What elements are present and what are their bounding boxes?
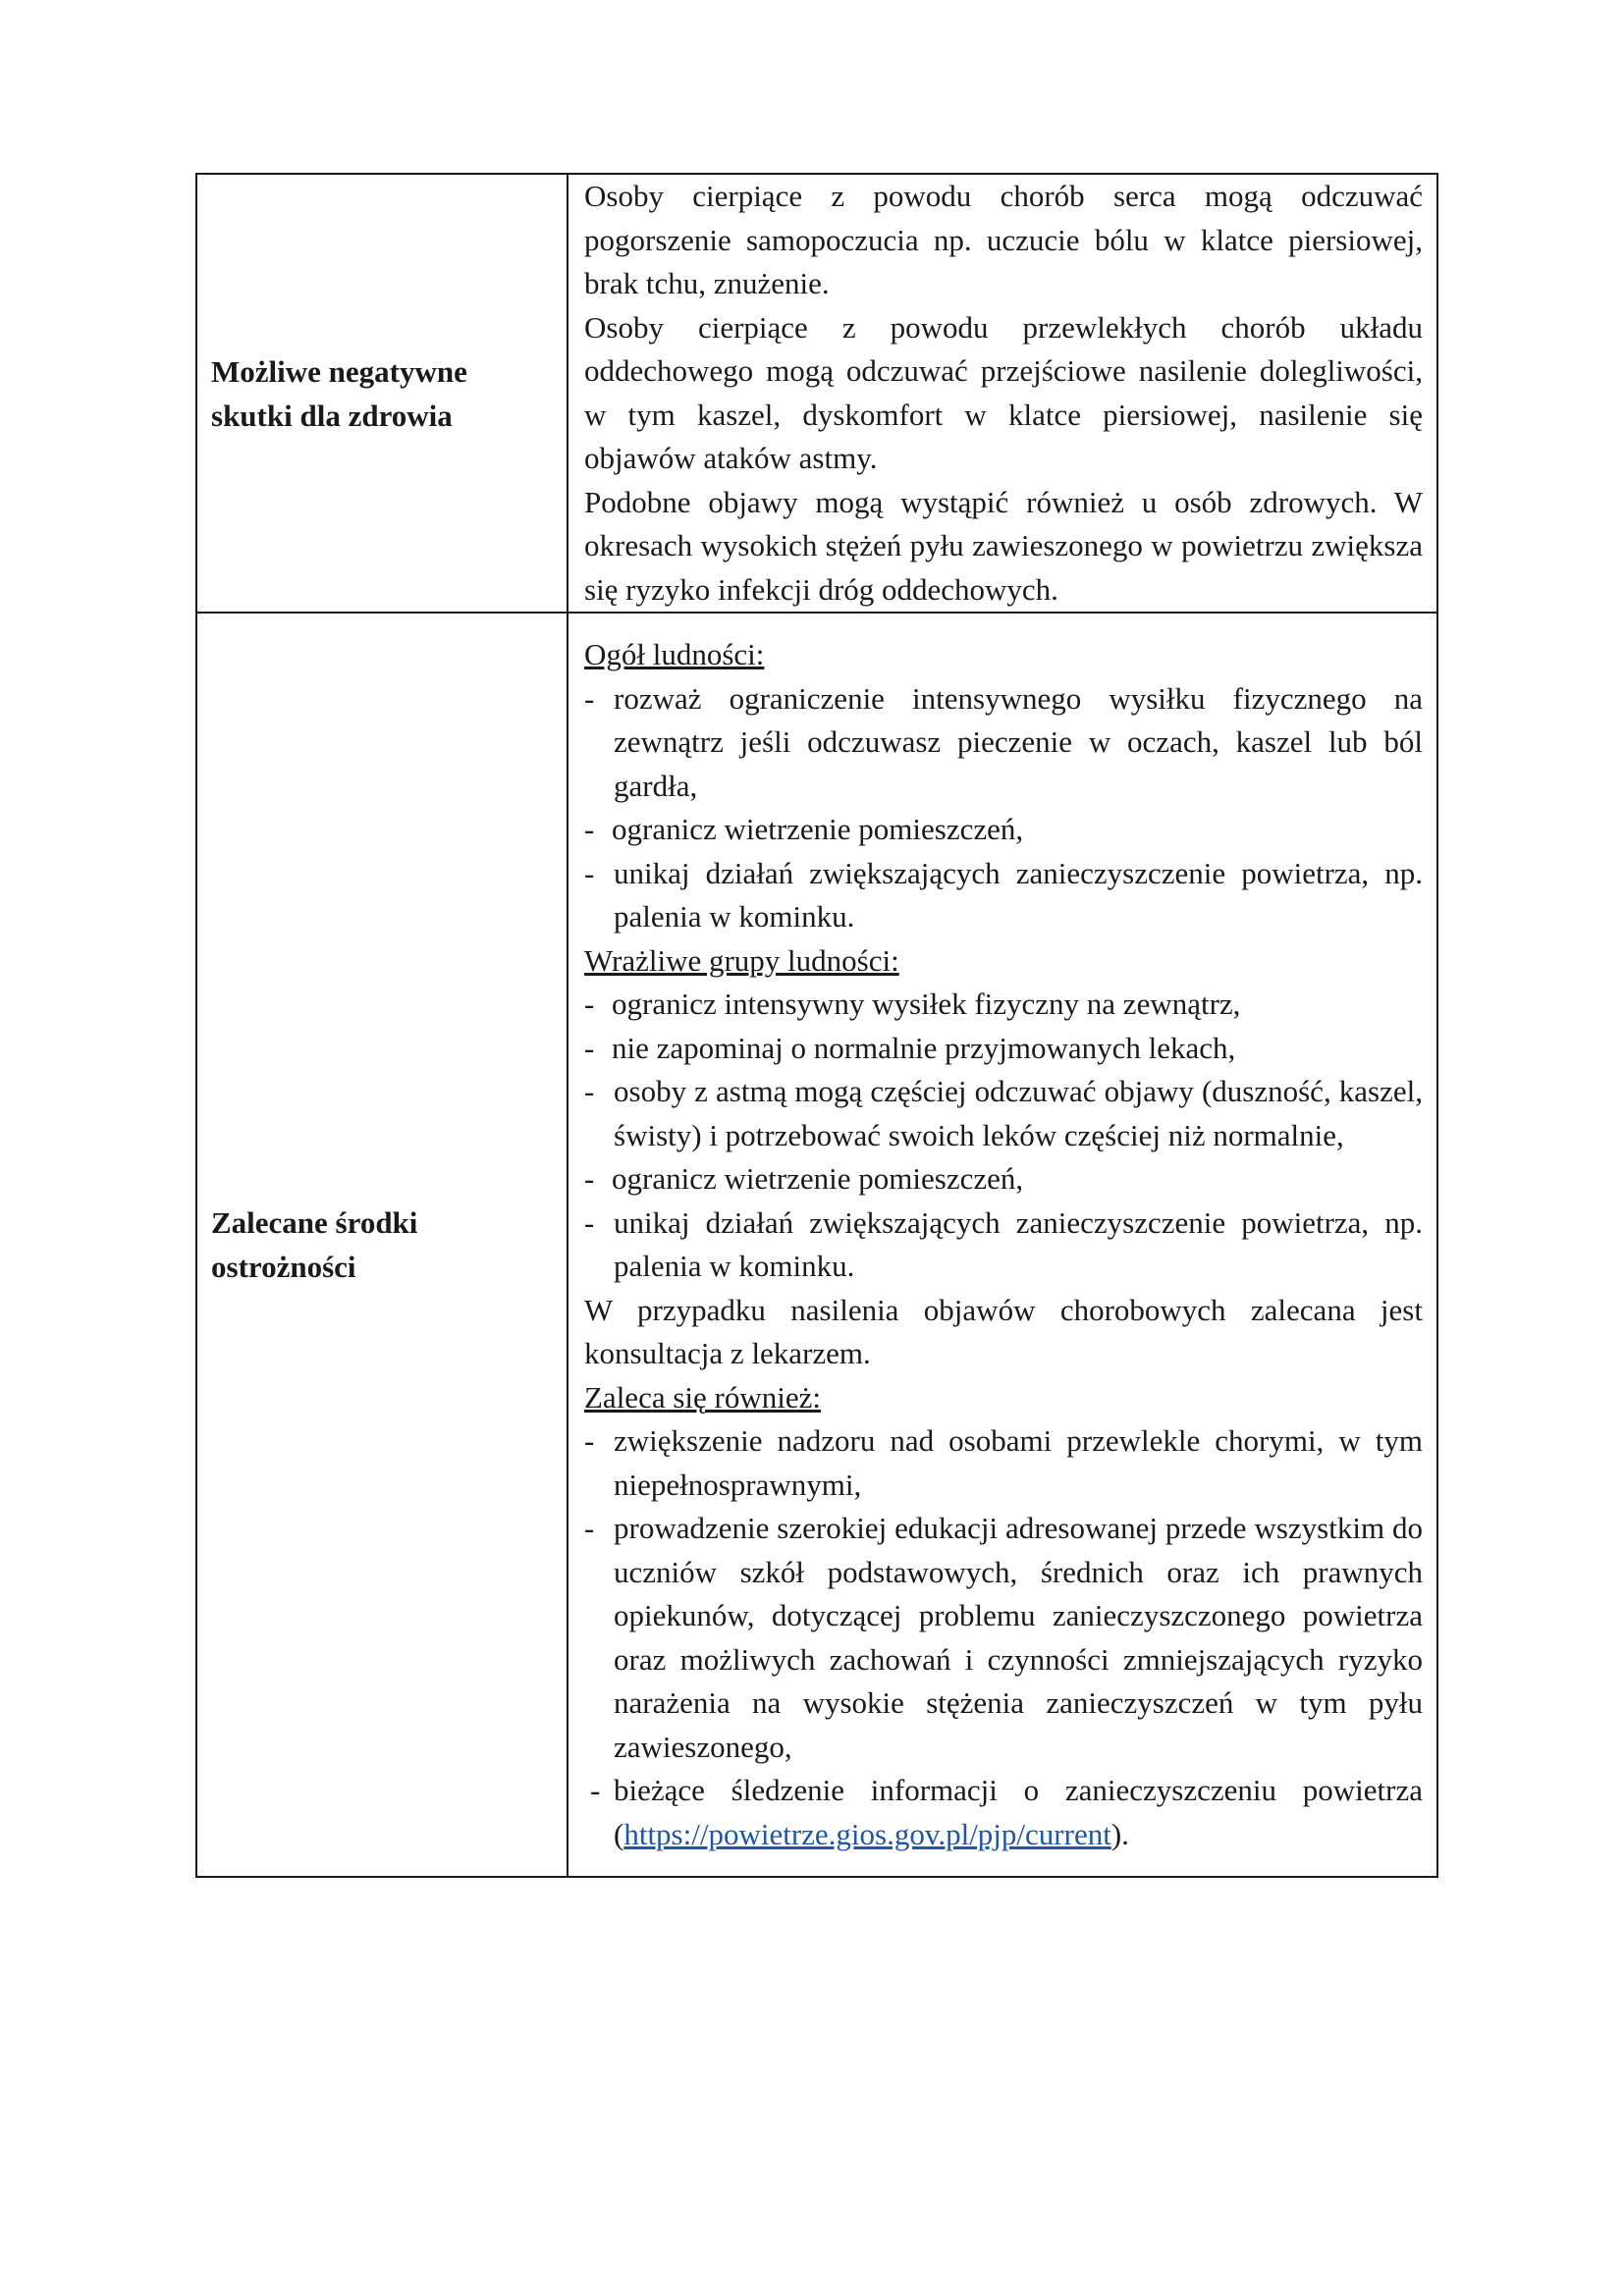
paragraph-heart-disease: Osoby cierpiące z powodu chorób serca mogą odczuwać pogorszenie samopoczucia np. uczucie bólu w klatce piersiowej, brak tchu, znużenie. bbox=[584, 179, 1423, 300]
list-item: - osoby z astmą mogą częściej odczuwać objawy (duszność, kaszel, świsty) i potrzebować swoich leków częściej niż normalnie, bbox=[584, 1070, 1423, 1157]
health-effects-content bbox=[568, 174, 1437, 613]
list-item: - prowadzenie szerokiej edukacji adresowanej przede wszystkim do uczniów szkół podstawowych, średnich oraz ich prawnych opiekunów, dotyczącej problemu zanieczyszczonego powietrza oraz możliwych zachowań i czynności zmniejszających ryzyko narażenia na wysokie stężenia zanieczyszczeń w tym pyłu zawieszonego, bbox=[584, 1507, 1423, 1769]
health-effects-table bbox=[195, 173, 1438, 1878]
dash-marker: - bbox=[584, 1074, 595, 1108]
list-item: - unikaj działań zwiększających zanieczyszczenie powietrza, np. palenia w kominku. bbox=[584, 1201, 1423, 1289]
dash-marker: - bbox=[590, 1773, 601, 1807]
table-row bbox=[196, 613, 1437, 1877]
consultation-note: W przypadku nasilenia objawów chorobowych zalecana jest konsultacja z lekarzem. bbox=[584, 1292, 1423, 1370]
row-label-precautions: Zalecane środki ostrożności bbox=[196, 613, 568, 1877]
air-quality-link[interactable]: https://powietrze.gios.gov.pl/pjp/current bbox=[623, 1816, 1111, 1851]
dash-marker: - bbox=[584, 1030, 595, 1065]
list-item: - unikaj działań zwiększających zanieczyszczenie powietrza, np. palenia w kominku. bbox=[584, 852, 1423, 939]
table-row bbox=[196, 174, 1437, 613]
dash-marker: - bbox=[584, 1511, 595, 1545]
dash-marker: - bbox=[584, 1204, 595, 1240]
dash-marker: - bbox=[584, 812, 595, 846]
dash-marker: - bbox=[584, 1423, 595, 1458]
sensitive-groups-heading: Wrażliwe grupy ludności: bbox=[584, 942, 899, 978]
link-close-paren: ). bbox=[1110, 1816, 1129, 1851]
paragraph-healthy-people: Podobne objawy mogą wystąpić również u osób zdrowych. W okresach wysokich stężeń pyłu zawieszonego w powietrzu zwiększa się ryzyko infekcji dróg oddechowych. bbox=[584, 484, 1423, 607]
general-population-heading: Ogół ludności: bbox=[584, 637, 765, 671]
list-item: - ogranicz intensywny wysiłek fizyczny na zewnątrz, bbox=[584, 983, 1423, 1027]
dash-marker: - bbox=[584, 987, 595, 1021]
precautions-content bbox=[568, 613, 1437, 1877]
list-item: - ogranicz wietrzenie pomieszczeń, bbox=[584, 808, 1423, 852]
row-label-health-effects: Możliwe negatywne skutki dla zdrowia bbox=[196, 174, 568, 613]
dash-marker: - bbox=[584, 855, 595, 890]
list-item: - rozważ ograniczenie intensywnego wysiłku fizycznego na zewnątrz jeśli odczuwasz pieczenie w oczach, kaszel lub ból gardła, bbox=[584, 677, 1423, 809]
link-open-paren: ( bbox=[614, 1816, 624, 1851]
dash-marker: - bbox=[584, 1161, 595, 1196]
list-item: - zwiększenie nadzoru nad osobami przewlekle chorymi, w tym niepełnosprawnymi, bbox=[584, 1419, 1423, 1507]
also-recommended-heading: Zaleca się również: bbox=[584, 1379, 821, 1415]
list-item: - bieżące śledzenie informacji o zanieczyszczeniu powietrza (https://powietrze.gios.gov.pl/pjp/current). bbox=[584, 1769, 1423, 1856]
dash-marker: - bbox=[584, 680, 595, 716]
list-item: - ogranicz wietrzenie pomieszczeń, bbox=[584, 1157, 1423, 1201]
paragraph-respiratory-disease: Osoby cierpiące z powodu przewlekłych chorób układu oddechowego mogą odczuwać przejściowe nasilenie dolegliwości, w tym kaszel, dyskomfort w klatce piersiowej, nasilenie się objawów ataków astmy. bbox=[584, 309, 1423, 475]
list-item: - nie zapominaj o normalnie przyjmowanych lekach, bbox=[584, 1027, 1423, 1071]
